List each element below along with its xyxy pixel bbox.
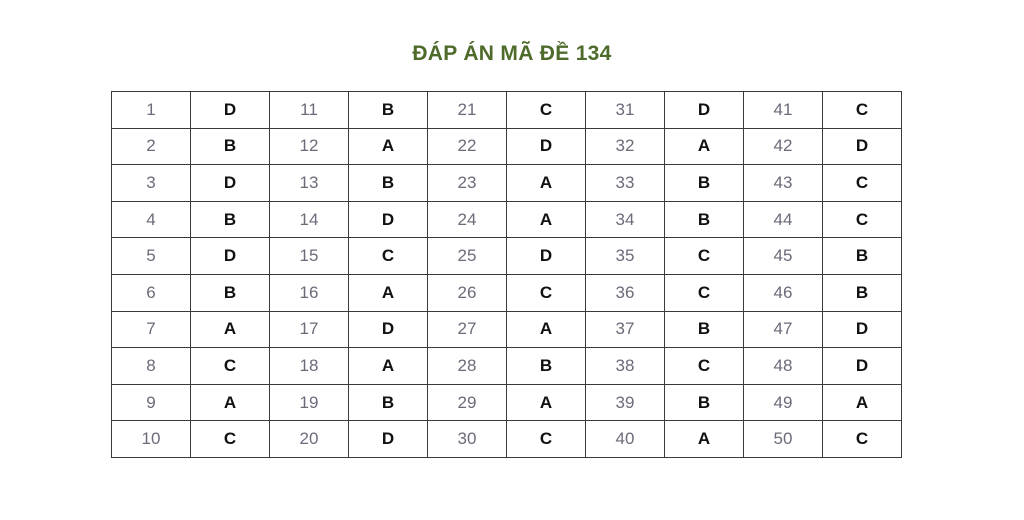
answer-cell: D	[823, 311, 902, 348]
answer-cell: C	[665, 348, 744, 385]
answer-cell: D	[191, 165, 270, 202]
answer-cell: B	[507, 348, 586, 385]
table-row	[112, 92, 902, 129]
answer-cell: D	[191, 238, 270, 275]
table-row	[112, 348, 902, 385]
answer-cell: A	[349, 274, 428, 311]
answer-cell: C	[191, 421, 270, 458]
question-number-cell: 48	[744, 348, 823, 385]
question-number-cell: 42	[744, 128, 823, 165]
answer-cell: A	[507, 311, 586, 348]
answer-cell: A	[349, 128, 428, 165]
table-row	[112, 201, 902, 238]
answer-cell: B	[349, 384, 428, 421]
table-row	[112, 165, 902, 202]
question-number-cell: 7	[112, 311, 191, 348]
table-row	[112, 311, 902, 348]
answer-cell: B	[665, 384, 744, 421]
question-number-cell: 8	[112, 348, 191, 385]
answer-cell: B	[191, 274, 270, 311]
answer-cell: A	[191, 311, 270, 348]
question-number-cell: 40	[586, 421, 665, 458]
answer-cell: D	[507, 128, 586, 165]
answer-cell: A	[507, 384, 586, 421]
table-row	[112, 238, 902, 275]
question-number-cell: 30	[428, 421, 507, 458]
question-number-cell: 34	[586, 201, 665, 238]
question-number-cell: 31	[586, 92, 665, 129]
answer-cell: C	[507, 92, 586, 129]
answer-cell: C	[191, 348, 270, 385]
question-number-cell: 15	[270, 238, 349, 275]
question-number-cell: 25	[428, 238, 507, 275]
question-number-cell: 1	[112, 92, 191, 129]
answer-key-table	[111, 91, 902, 458]
question-number-cell: 28	[428, 348, 507, 385]
question-number-cell: 5	[112, 238, 191, 275]
question-number-cell: 17	[270, 311, 349, 348]
answer-cell: B	[191, 128, 270, 165]
answer-cell: D	[823, 128, 902, 165]
question-number-cell: 18	[270, 348, 349, 385]
answer-cell: C	[507, 421, 586, 458]
question-number-cell: 11	[270, 92, 349, 129]
question-number-cell: 24	[428, 201, 507, 238]
table-row	[112, 274, 902, 311]
question-number-cell: 14	[270, 201, 349, 238]
answer-cell: D	[823, 348, 902, 385]
question-number-cell: 47	[744, 311, 823, 348]
answer-cell: D	[191, 92, 270, 129]
question-number-cell: 37	[586, 311, 665, 348]
answer-cell: A	[507, 201, 586, 238]
question-number-cell: 23	[428, 165, 507, 202]
question-number-cell: 33	[586, 165, 665, 202]
question-number-cell: 12	[270, 128, 349, 165]
question-number-cell: 27	[428, 311, 507, 348]
question-number-cell: 50	[744, 421, 823, 458]
question-number-cell: 19	[270, 384, 349, 421]
question-number-cell: 38	[586, 348, 665, 385]
answer-cell: D	[665, 92, 744, 129]
answer-cell: A	[823, 384, 902, 421]
answer-cell: B	[665, 165, 744, 202]
answer-cell: D	[507, 238, 586, 275]
answer-cell: C	[823, 165, 902, 202]
question-number-cell: 46	[744, 274, 823, 311]
table-row	[112, 384, 902, 421]
table-row	[112, 421, 902, 458]
page-title: ĐÁP ÁN MÃ ĐỀ 134	[412, 42, 612, 65]
question-number-cell: 29	[428, 384, 507, 421]
question-number-cell: 36	[586, 274, 665, 311]
question-number-cell: 43	[744, 165, 823, 202]
question-number-cell: 4	[112, 201, 191, 238]
answer-cell: A	[665, 421, 744, 458]
answer-cell: C	[507, 274, 586, 311]
answer-cell: D	[349, 311, 428, 348]
answer-cell: A	[349, 348, 428, 385]
table-row	[112, 128, 902, 165]
question-number-cell: 2	[112, 128, 191, 165]
question-number-cell: 45	[744, 238, 823, 275]
answer-cell: B	[823, 274, 902, 311]
answer-cell: B	[191, 201, 270, 238]
question-number-cell: 22	[428, 128, 507, 165]
answer-cell: C	[823, 201, 902, 238]
question-number-cell: 21	[428, 92, 507, 129]
question-number-cell: 16	[270, 274, 349, 311]
answer-cell: B	[349, 165, 428, 202]
question-number-cell: 49	[744, 384, 823, 421]
answer-cell: B	[665, 311, 744, 348]
question-number-cell: 3	[112, 165, 191, 202]
answer-cell: B	[349, 92, 428, 129]
answer-cell: B	[665, 201, 744, 238]
answer-cell: D	[349, 421, 428, 458]
answer-cell: C	[823, 92, 902, 129]
answer-cell: C	[665, 274, 744, 311]
question-number-cell: 44	[744, 201, 823, 238]
answer-cell: D	[349, 201, 428, 238]
answer-cell: A	[191, 384, 270, 421]
question-number-cell: 10	[112, 421, 191, 458]
question-number-cell: 13	[270, 165, 349, 202]
question-number-cell: 9	[112, 384, 191, 421]
question-number-cell: 41	[744, 92, 823, 129]
question-number-cell: 26	[428, 274, 507, 311]
question-number-cell: 32	[586, 128, 665, 165]
answer-cell: A	[665, 128, 744, 165]
question-number-cell: 6	[112, 274, 191, 311]
question-number-cell: 20	[270, 421, 349, 458]
question-number-cell: 39	[586, 384, 665, 421]
answer-cell: A	[507, 165, 586, 202]
answer-cell: B	[823, 238, 902, 275]
question-number-cell: 35	[586, 238, 665, 275]
answer-cell: C	[823, 421, 902, 458]
answer-key-body	[112, 92, 902, 458]
answer-cell: C	[349, 238, 428, 275]
answer-cell: C	[665, 238, 744, 275]
